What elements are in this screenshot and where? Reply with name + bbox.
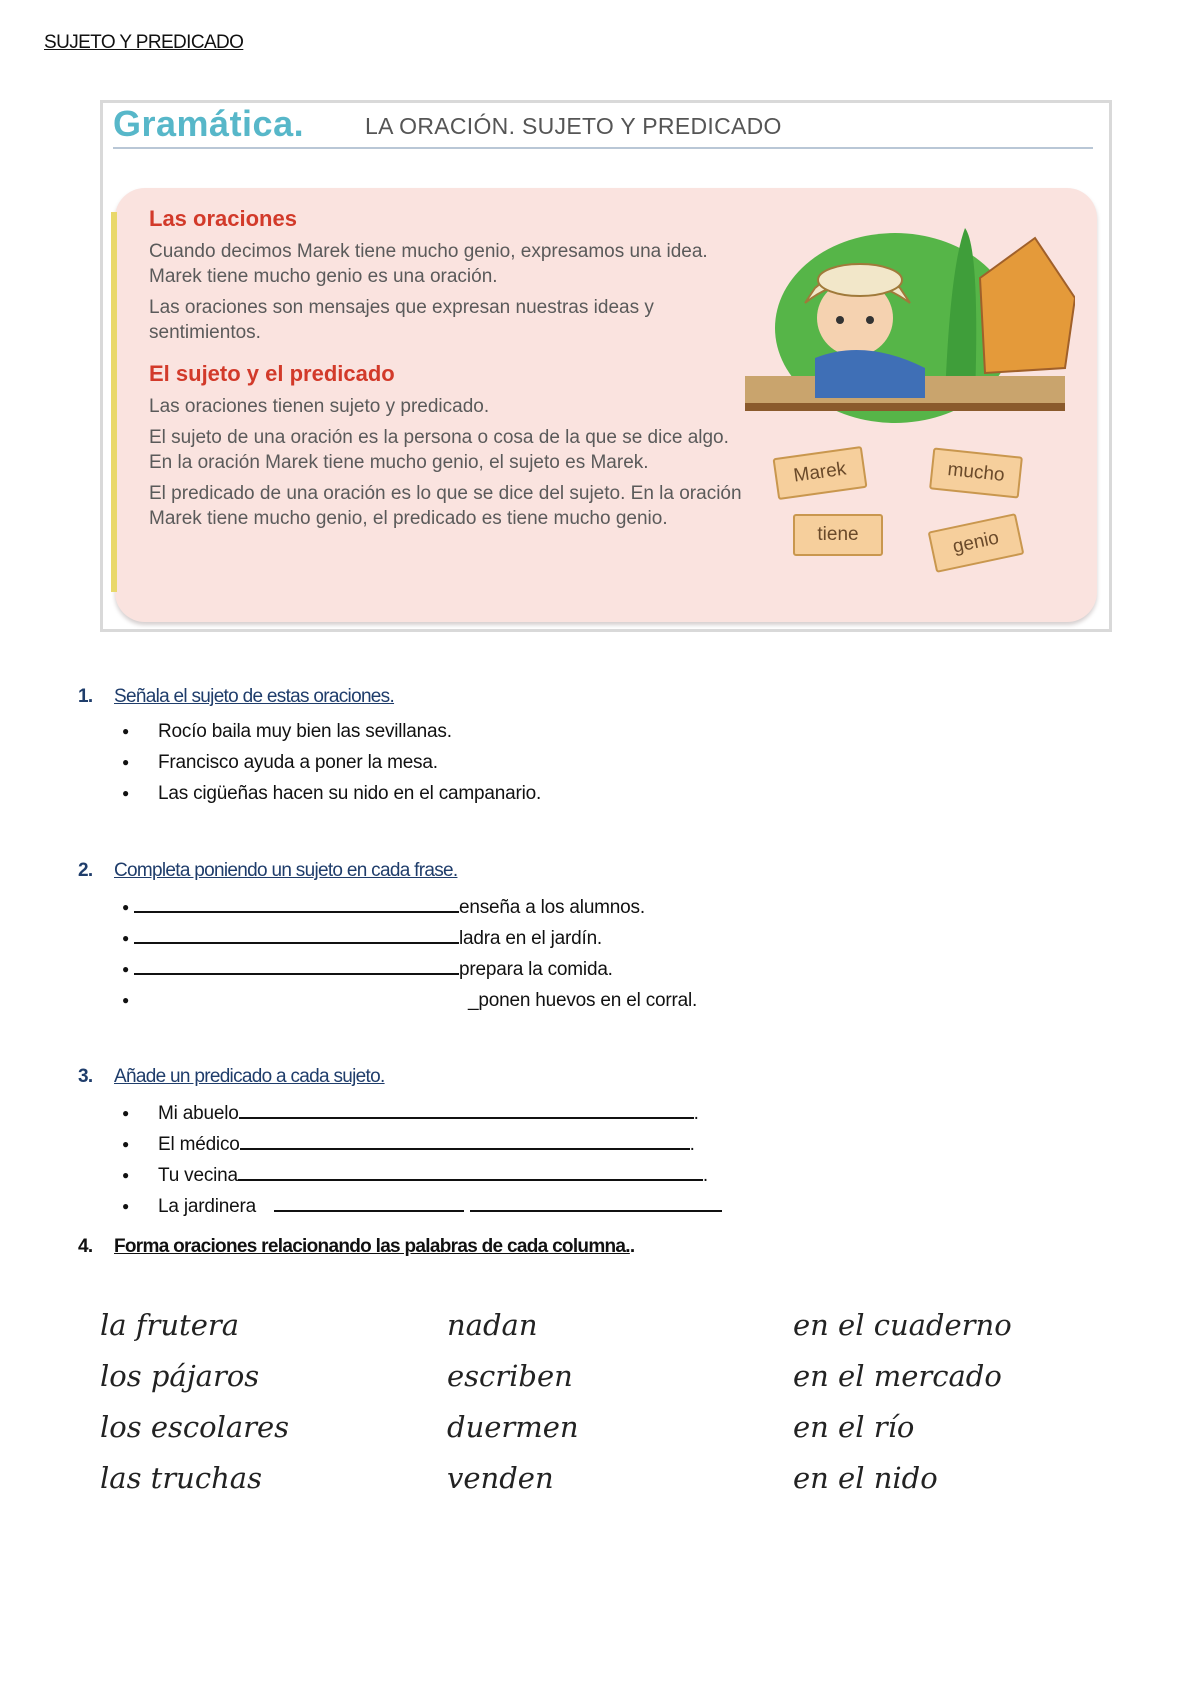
list-item: ● Francisco ayuda a poner la mesa. (78, 747, 1178, 778)
exercise-3-list (78, 1098, 1178, 1222)
grammar-figure (100, 100, 1112, 632)
exercise-1-list (78, 716, 1178, 809)
column-word: las truchas (100, 1461, 262, 1495)
answer-blank[interactable] (239, 1099, 694, 1119)
list-item: ● Rocío baila muy bien las sevillanas. (78, 716, 1178, 747)
column-word: venden (447, 1461, 554, 1495)
column-word: los pájaros (100, 1359, 260, 1393)
figure-header (113, 103, 1093, 149)
item-text: Mi abuelo (158, 1103, 239, 1124)
exercise-2-list (78, 892, 1178, 1016)
word-sign-genio: genio (928, 513, 1025, 573)
list-item (78, 1191, 1178, 1222)
exercise-number: 4. (78, 1236, 93, 1257)
exercise-4-title (78, 1236, 1178, 1258)
paragraph: Cuando decimos Marek tiene mucho genio, expresamos una idea. Marek tiene mucho genio es una oración. (149, 241, 708, 287)
exercise-number: 3. (78, 1066, 93, 1087)
list-item (78, 923, 1178, 954)
word-sign-tiene: tiene (793, 514, 883, 556)
paragraph: Las oraciones son mensajes que expresan nuestras ideas y sentimientos. (149, 297, 654, 343)
paragraph: El predicado de una oración es lo que se dice del sujeto. En la oración Marek tiene mucho genio, el predicado es tiene mucho genio. (149, 483, 742, 529)
figure-brand: Gramática. (113, 103, 305, 144)
answer-blank[interactable] (274, 1192, 464, 1212)
answer-blank[interactable] (238, 1161, 703, 1181)
column-word: escriben (447, 1359, 573, 1393)
figure-heading: LA ORACIÓN. SUJETO Y PREDICADO (365, 113, 782, 139)
end-mark: . (693, 1103, 699, 1124)
answer-blank[interactable] (240, 1130, 690, 1150)
answer-blank[interactable] (134, 924, 459, 944)
exercise-3-title (78, 1066, 1178, 1088)
item-text: _ponen huevos en el corral. (468, 990, 698, 1011)
column-word: los escolares (100, 1410, 290, 1444)
section-title-oraciones: Las oraciones (149, 206, 297, 231)
boy-hut-illustration (735, 208, 1075, 438)
end-mark: . (629, 1236, 635, 1257)
places-column (793, 1300, 1113, 1504)
exercise-instruction: Completa poniendo un sujeto en cada frase. (114, 860, 458, 881)
exercise-instruction: Forma oraciones relacionando las palabras de cada columna. (114, 1236, 630, 1257)
exercise-4 (78, 1236, 1178, 1258)
column-word: la frutera (100, 1308, 240, 1342)
item-text: ladra en el jardín. (459, 928, 603, 949)
section-title-sujeto-predicado: El sujeto y el predicado (149, 361, 395, 386)
item-text: prepara la comida. (459, 959, 613, 980)
exercise-1 (78, 686, 1178, 809)
list-item (78, 1098, 1178, 1129)
column-word: nadan (447, 1308, 538, 1342)
item-text: enseña a los alumnos. (459, 897, 645, 918)
column-word: en el cuaderno (793, 1308, 1012, 1342)
list-item (78, 892, 1178, 923)
subjects-column (100, 1300, 420, 1504)
list-item: ● Las cigüeñas hacen su nido en el campanario. (78, 778, 1178, 809)
verbs-column (447, 1300, 767, 1504)
column-word: en el mercado (793, 1359, 1002, 1393)
illustration (735, 208, 1075, 612)
exercise-number: 2. (78, 860, 93, 881)
item-text: Tu vecina (158, 1165, 238, 1186)
exercise-1-title (78, 686, 1178, 708)
document-title: SUJETO Y PREDICADO (44, 32, 244, 53)
word-sign-marek: Marek (773, 446, 868, 500)
explanation-text (149, 206, 749, 537)
column-word: en el río (793, 1410, 915, 1444)
panel-stripe (111, 212, 117, 592)
exercise-2-title (78, 860, 1178, 882)
column-word: duermen (447, 1410, 579, 1444)
word-sign-mucho: mucho (929, 447, 1023, 498)
answer-blank[interactable] (134, 893, 459, 913)
list-item (78, 954, 1178, 985)
item-text: La jardinera (158, 1196, 256, 1217)
exercise-3 (78, 1066, 1178, 1222)
list-item (78, 1160, 1178, 1191)
list-item (78, 1129, 1178, 1160)
exercise-2 (78, 860, 1178, 1016)
end-mark: . (702, 1165, 708, 1186)
exercise-instruction: Añade un predicado a cada sujeto. (114, 1066, 385, 1087)
end-mark: . (689, 1134, 695, 1155)
paragraph: El sujeto de una oración es la persona o cosa de la que se dice algo. En la oración Marek tiene mucho genio, el sujeto es Marek. (149, 427, 729, 473)
column-word: en el nido (793, 1461, 938, 1495)
exercise-number: 1. (78, 686, 93, 707)
answer-blank[interactable] (134, 955, 459, 975)
list-item (78, 985, 1178, 1016)
paragraph: Las oraciones tienen sujeto y predicado. (149, 396, 490, 417)
answer-blank[interactable] (470, 1192, 722, 1212)
item-text: El médico (158, 1134, 240, 1155)
exercise-instruction: Señala el sujeto de estas oraciones. (114, 686, 395, 707)
explanation-panel (115, 188, 1097, 622)
